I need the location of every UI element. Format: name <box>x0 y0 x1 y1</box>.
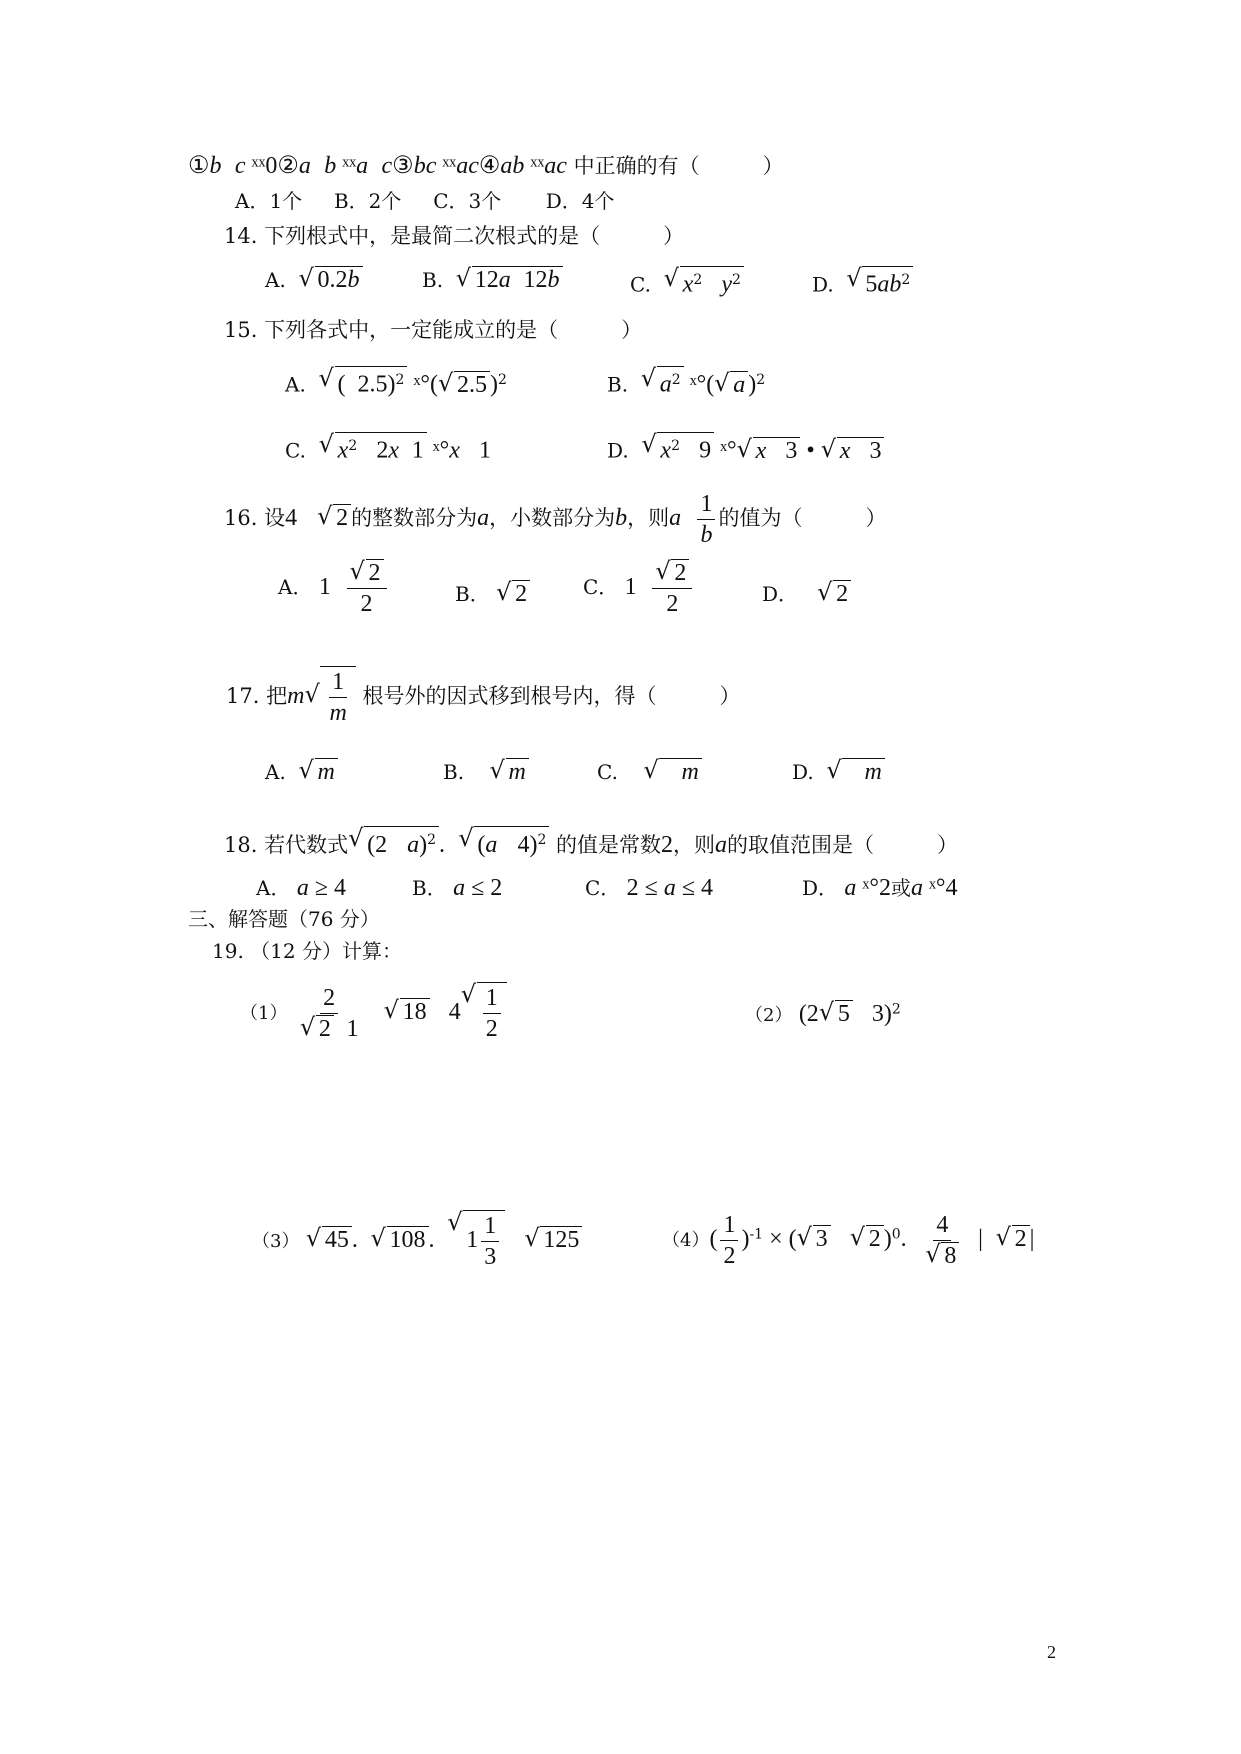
section-title: 三、解答题（76 分） <box>188 907 380 931</box>
q16-option-d: D． √ 2 <box>762 578 851 607</box>
q15-text: 下列各式中，一定能成立的是（ ） <box>264 318 643 342</box>
q18-option-b: B． a ≤ 2 <box>412 875 503 901</box>
q16-option-a: A． 1 √ $\frac{2}{2}$ <box>278 558 390 619</box>
q16-number: 16. <box>224 506 258 530</box>
q18-option-d: D． a ˣ°2或a ˣ°4 <box>802 875 958 901</box>
q18-option-a: A． a ≥ 4 <box>256 875 346 901</box>
q19-stem <box>212 937 402 965</box>
q18-number: 18. <box>224 833 258 857</box>
q18-option-c: C． 2 ≤ a ≤ 4 <box>585 875 714 901</box>
page-number: 2 <box>1047 1642 1056 1662</box>
q13-option-d: D．4个 <box>545 189 615 213</box>
q13-stem-tail: 中正确的有（ ） <box>573 154 784 178</box>
q13-option-a: A．1个 <box>235 189 303 213</box>
q17-option-c: C. √ m <box>597 758 702 785</box>
q15-option-a: A. √ ( 2.5)$^2$ ˣ°(√ 2.5 )$^2$ <box>285 366 507 399</box>
q14-stem <box>224 222 684 250</box>
q19-part-4: （4）( $\frac{1}{2}$ )$^{-1}$ × (√ 3 √ 2 )$^0$. 4 √ 8 | √ 2 | <box>662 1210 1034 1271</box>
q18-stem: 18. 若代数式√ (2 a)$^2$ . √ (a 4)$^2$ 的值是常数2，则a的取值范围是（ ） <box>224 826 958 859</box>
q17-stem: 17. 把m √ $\frac{1}{m}$ 根号外的因式移到根号内，得（ ） <box>226 666 740 728</box>
q15-option-d: D. √ $x^2$ 9 ˣ°√ x 3 • √ x 3 <box>607 432 884 465</box>
q17-option-d: D. √ m <box>792 758 885 785</box>
q14-option-d: D. √ $5ab^2$ <box>812 266 913 298</box>
q17-number: 17. <box>226 684 260 708</box>
q15-option-b: B. √ $a^2$ ˣ°(√ a )$^2$ <box>607 366 765 399</box>
q16-option-c: C． 1 √ $\frac{2}{2}$ <box>583 558 695 619</box>
q13-options <box>235 187 615 215</box>
q15-option-c: C. √ $x^2$ 2x 1 ˣ°x 1 <box>285 432 491 465</box>
q14-option-a: A. √ 0.2b <box>265 266 363 293</box>
q17-option-a: A. √ m <box>265 758 338 785</box>
q19-text: （12 分）计算： <box>250 939 402 963</box>
q14-text: 下列根式中，是最简二次根式的是（ ） <box>264 224 685 248</box>
q19-part-3: （3） √ 45 . √ 108 . √ 1 $\frac{1}{3}$ √ 125 <box>252 1210 582 1272</box>
q16-option-b: B． √ 2 <box>455 578 530 607</box>
q15-stem <box>224 316 642 344</box>
q19-part-2: （2） (2√ 5 3)$^2$ <box>745 1000 901 1028</box>
q14-option-c: C. √ $x^2$ $y^2$ <box>630 266 744 298</box>
q14-number: 14. <box>224 224 258 248</box>
q19-number: 19. <box>212 939 244 963</box>
q16-stem: 16. 设4 √ 2 的整数部分为a，小数部分为b，则a $\frac{1}{b}$ 的值为（ ） <box>224 488 886 550</box>
q17-option-b: B. √ m <box>443 758 529 785</box>
q14-option-b: B. √ 12a 12b <box>422 266 563 293</box>
q13-option-b: B．2个 <box>333 189 402 213</box>
q13-option-c: C．3个 <box>433 189 502 213</box>
q15-number: 15. <box>224 318 258 342</box>
q13-stem: ①b c ˣˣ0②a b ˣˣa c③bc ˣˣac④ab ˣˣac 中正确的有（ ） <box>188 153 784 179</box>
q19-part-1: （1） 2 √ 2 1 √ 18 4 √ $\frac{1}{2}$ <box>240 982 507 1044</box>
